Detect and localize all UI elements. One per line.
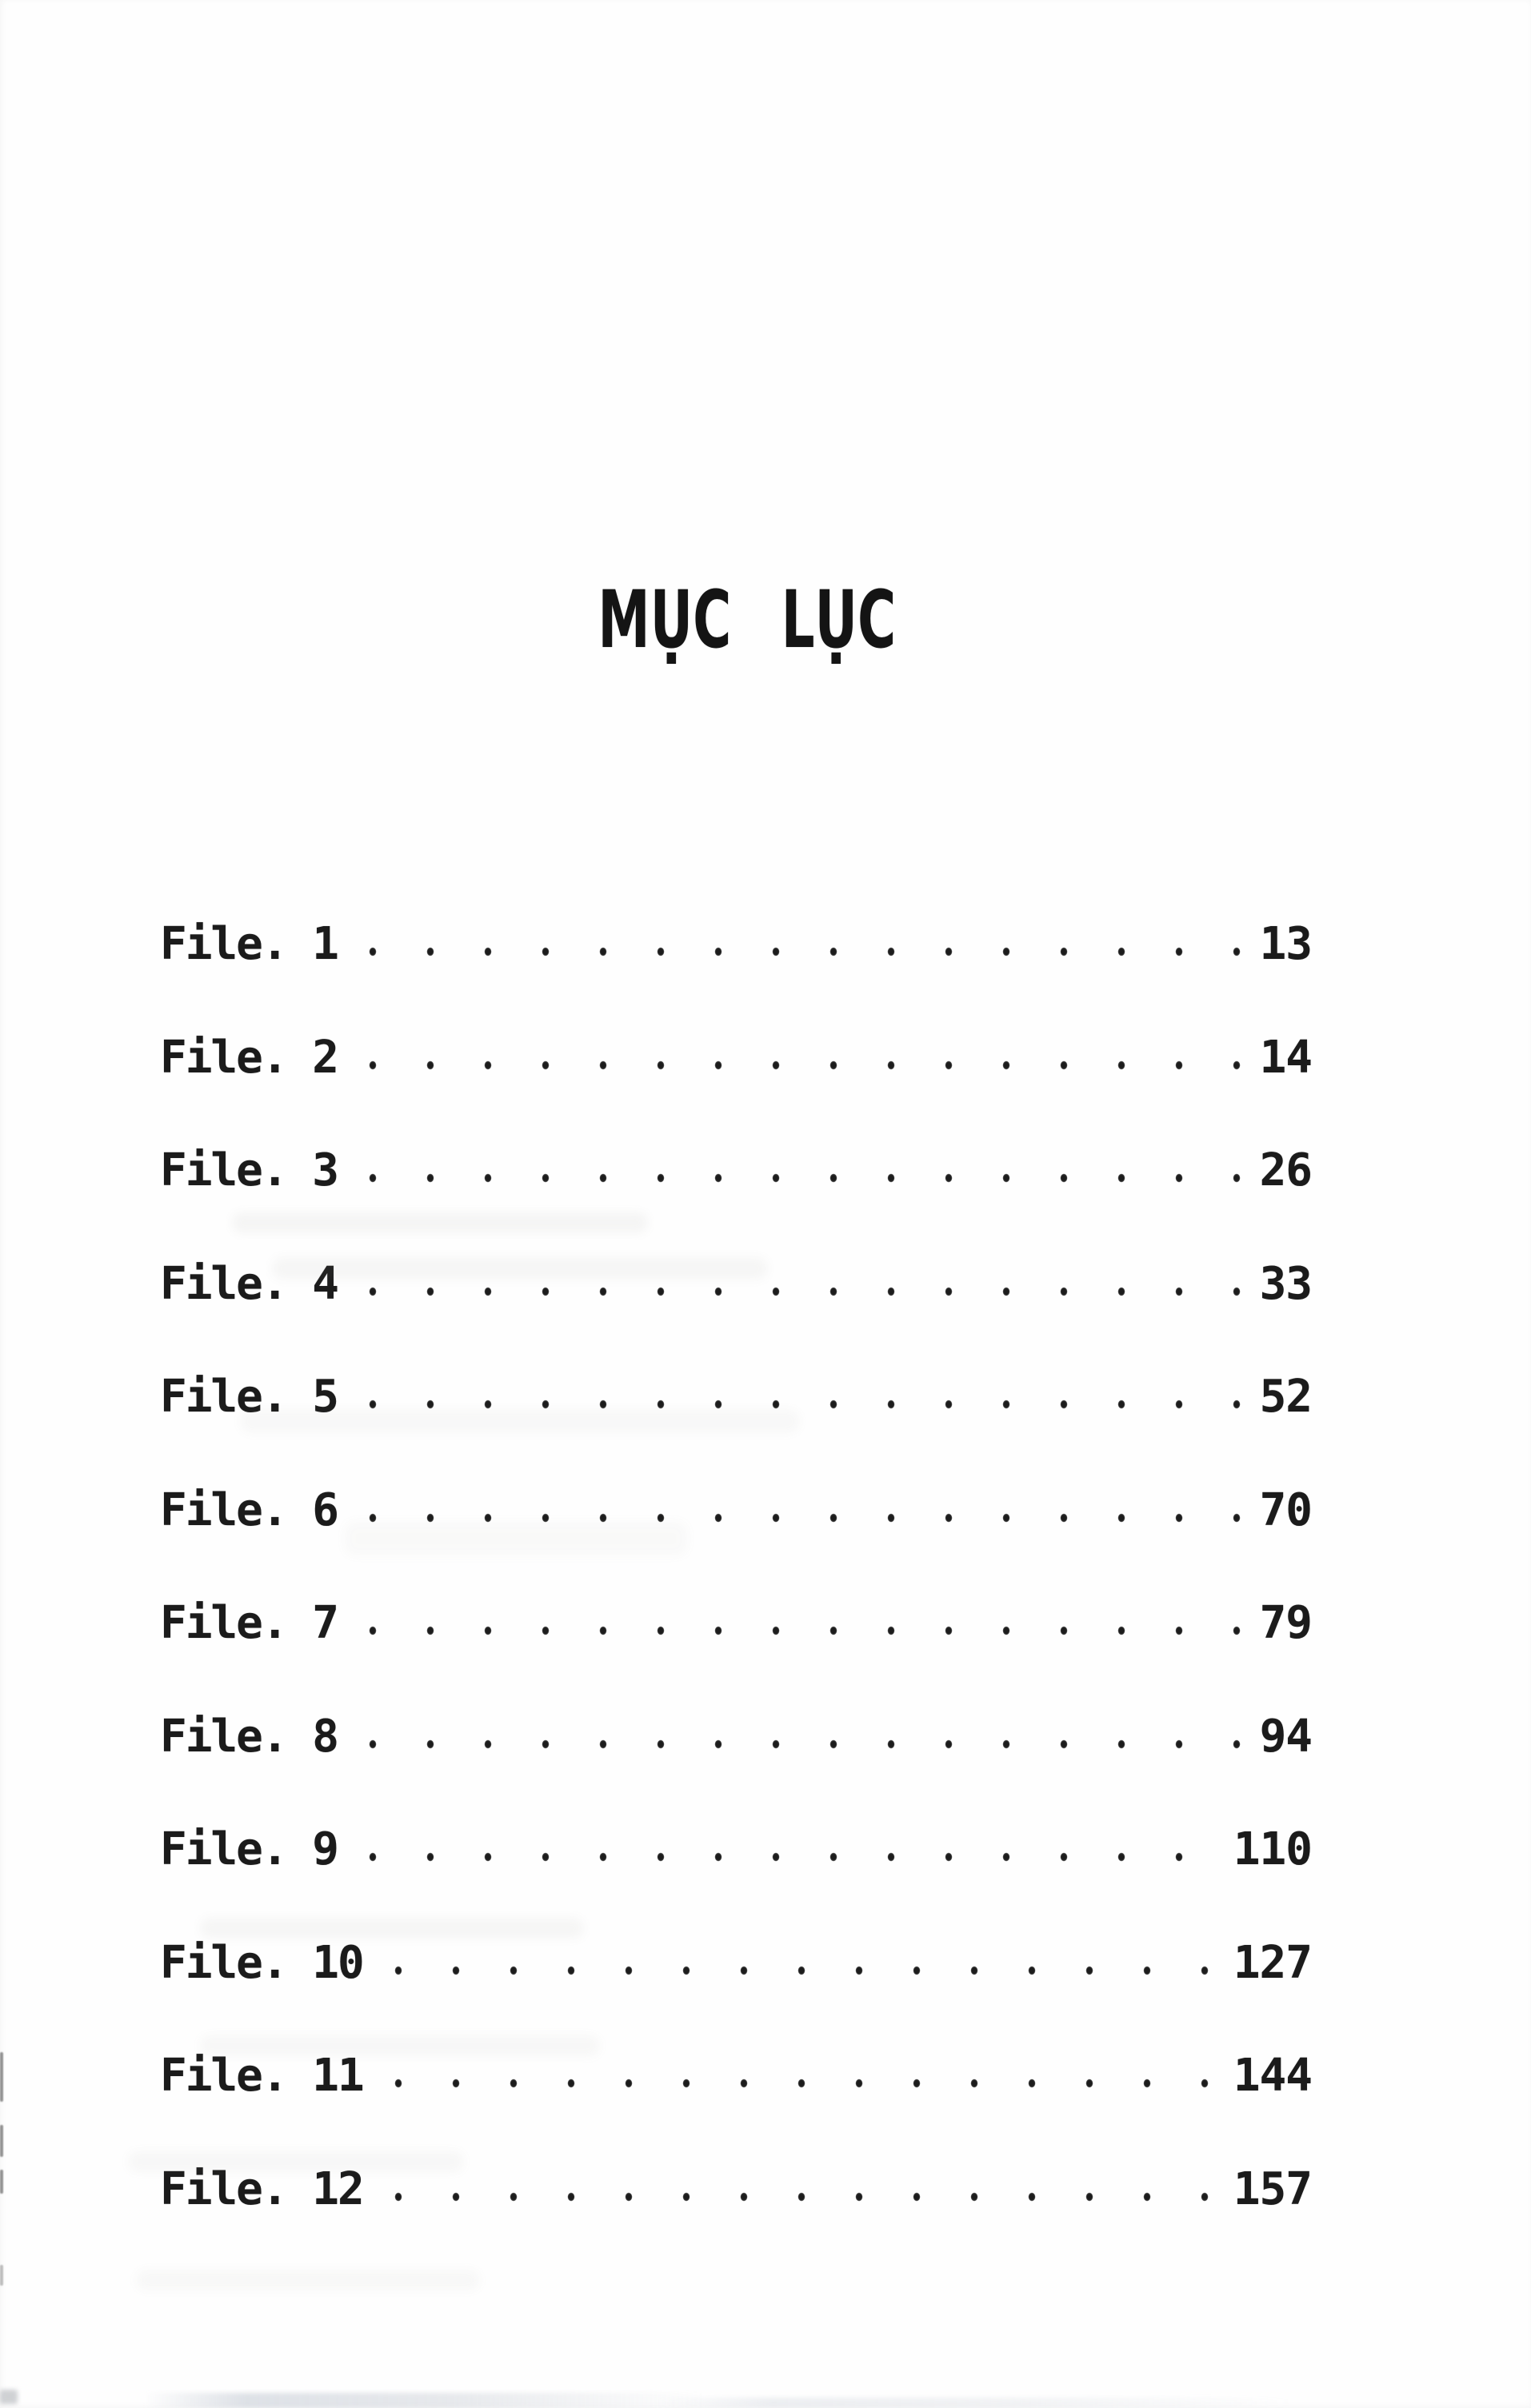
toc-entry bbox=[160, 1597, 1312, 1649]
bottom-scan-smudge bbox=[144, 2393, 704, 2408]
page-title: MỤC LỤC bbox=[598, 574, 897, 666]
toc-entry-label: File. 2 bbox=[160, 1031, 338, 1084]
toc-entry-page-number: 13 bbox=[1259, 918, 1312, 970]
toc-entry bbox=[160, 1031, 1312, 1084]
toc-entry bbox=[160, 918, 1312, 970]
dot-leader bbox=[344, 1827, 1216, 1872]
dot-leader bbox=[344, 1601, 1242, 1646]
toc-entry-label: File. 6 bbox=[160, 1484, 338, 1536]
toc-entry bbox=[160, 2162, 1312, 2215]
toc-entry bbox=[160, 1484, 1312, 1536]
toc-entry-page-number: 14 bbox=[1259, 1031, 1312, 1084]
toc-entry bbox=[160, 1710, 1312, 1763]
toc-entry-page-number: 157 bbox=[1233, 2162, 1312, 2215]
toc-entry-page-number: 33 bbox=[1259, 1257, 1312, 1310]
bleedthrough-smudge bbox=[232, 1212, 648, 1233]
dot-leader bbox=[344, 1715, 1242, 1759]
bleedthrough-smudge bbox=[200, 1918, 584, 1939]
binding-edge-mark bbox=[0, 2125, 3, 2157]
toc-entry-label: File. 1 bbox=[160, 918, 338, 970]
toc-entry-page-number: 26 bbox=[1259, 1144, 1312, 1196]
dot-leader bbox=[370, 1941, 1216, 1986]
toc-entry bbox=[160, 1823, 1312, 1875]
bottom-scan-smudge bbox=[656, 2398, 1296, 2408]
bleedthrough-smudge bbox=[200, 2035, 600, 2056]
toc-entry-label: File. 4 bbox=[160, 1257, 338, 1310]
dot-leader bbox=[370, 2167, 1216, 2212]
bottom-corner-mark bbox=[0, 2390, 18, 2404]
bleedthrough-smudge bbox=[272, 1257, 768, 1280]
bleedthrough-smudge bbox=[240, 1409, 800, 1433]
dot-leader bbox=[344, 922, 1242, 967]
binding-edge-mark bbox=[0, 2265, 3, 2286]
toc-entry-label: File. 9 bbox=[160, 1823, 338, 1875]
bleedthrough-smudge bbox=[344, 1521, 688, 1556]
toc-entry-page-number: 79 bbox=[1259, 1597, 1312, 1649]
dot-leader bbox=[370, 2054, 1216, 2099]
toc-entry-label: File. 12 bbox=[160, 2162, 363, 2215]
bleedthrough-smudge bbox=[128, 2151, 464, 2172]
toc-entry-label: File. 3 bbox=[160, 1144, 338, 1196]
toc-entry-label: File. 11 bbox=[160, 2050, 363, 2102]
dot-leader bbox=[344, 1036, 1242, 1080]
toc-entry-page-number: 144 bbox=[1233, 2050, 1312, 2102]
toc-entry bbox=[160, 1936, 1312, 1989]
binding-edge-mark bbox=[0, 2170, 3, 2194]
toc-entry-label: File. 10 bbox=[160, 1936, 363, 1989]
toc-entry bbox=[160, 2050, 1312, 2102]
toc-entry-page-number: 127 bbox=[1233, 1936, 1312, 1989]
toc-entry bbox=[160, 1144, 1312, 1196]
dot-leader bbox=[344, 1148, 1242, 1193]
toc-entry-label: File. 5 bbox=[160, 1371, 338, 1423]
toc-entry-label: File. 8 bbox=[160, 1710, 338, 1763]
binding-edge-mark bbox=[0, 2052, 3, 2102]
toc-entry-page-number: 94 bbox=[1259, 1710, 1312, 1763]
toc-entry-page-number: 52 bbox=[1259, 1371, 1312, 1423]
toc-entry-label: File. 7 bbox=[160, 1597, 338, 1649]
toc-entry-page-number: 110 bbox=[1233, 1823, 1312, 1875]
bleedthrough-smudge bbox=[136, 2270, 480, 2290]
toc-entry-page-number: 70 bbox=[1259, 1484, 1312, 1536]
